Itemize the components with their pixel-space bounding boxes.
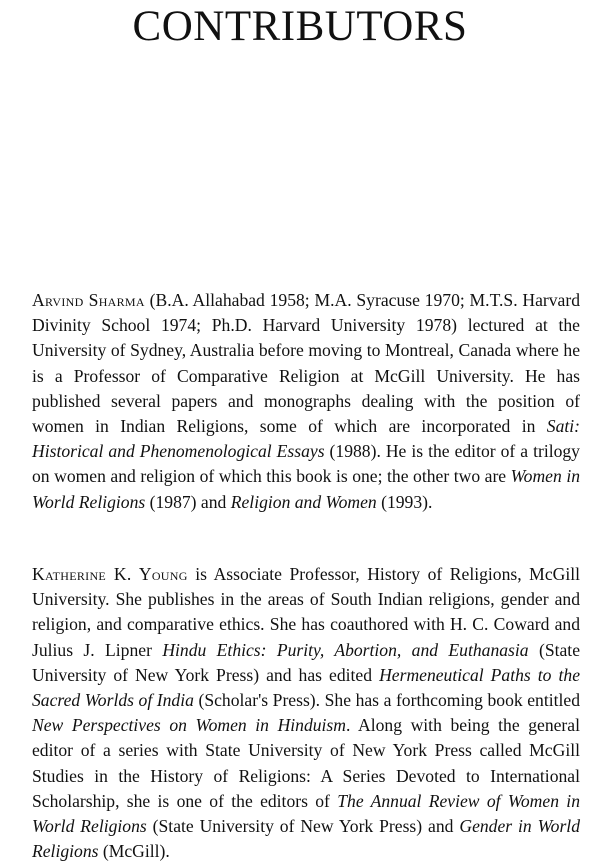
bio-text: (State University of New York Press) and [146, 816, 460, 837]
contributor-name: Arvind Sharma [32, 290, 145, 310]
bio-text: is Associate Professor, History of Religions, McGill University. She publishes in the areas of South Indian religions, gender and religion, and comparative ethics. She has coauthored with H. C. Coward and Julius J. Lipner [32, 564, 580, 660]
book-title: Gender in World Religions [32, 816, 580, 862]
book-title: Women in World Religions [32, 466, 580, 512]
book-title: Hindu Ethics: Purity, Abortion, and Euthanasia [162, 639, 529, 660]
page-title: CONTRIBUTORS [132, 3, 468, 50]
bio-text: (McGill). [98, 841, 170, 862]
bio-text: (1988). He is the editor of a trilogy on women and religion of which this book is one; the other two are [32, 441, 580, 487]
book-title: Hermeneutical Paths to the Sacred Worlds of India [32, 664, 581, 711]
book-title: Sati: Historical and Phenomenological Essays [32, 416, 580, 462]
contributor-name: Katherine K. Young [32, 564, 188, 584]
bio-text: (1993). [376, 491, 433, 512]
book-title: New Perspectives on Women in Hinduism [32, 715, 346, 736]
book-title: The Annual Review of Women in World Religions [32, 790, 580, 837]
contributor-entry-young [32, 562, 580, 864]
bio-text: (B.A. Allahabad 1958; M.A. Syracuse 1970; M.T.S. Harvard Divinity School 1974; Ph.D. Harvard University 1978) lectured at the University of Sydney, Australia before moving to Montreal, Canada where he is a Professor of Comparative Religion at McGill University. He has published several papers and monographs dealing with the position of women in Indian Religions, some of which are incorporated in [32, 290, 580, 437]
book-title: Religion and Women [230, 491, 377, 512]
bio-text: . Along with being the general editor of a series with State University of New York Press called McGill Studies in the History of Religions: A Series Devoted to International Scholarship, she is one of the editors of [32, 715, 580, 811]
bio-text: (1987) and [145, 491, 231, 512]
bio-text: (State University of New York Press) and has edited [32, 639, 581, 685]
bio-text: (Scholar's Press). She has a forthcoming book entitled [193, 690, 580, 711]
contributor-entry-sharma [32, 288, 580, 515]
